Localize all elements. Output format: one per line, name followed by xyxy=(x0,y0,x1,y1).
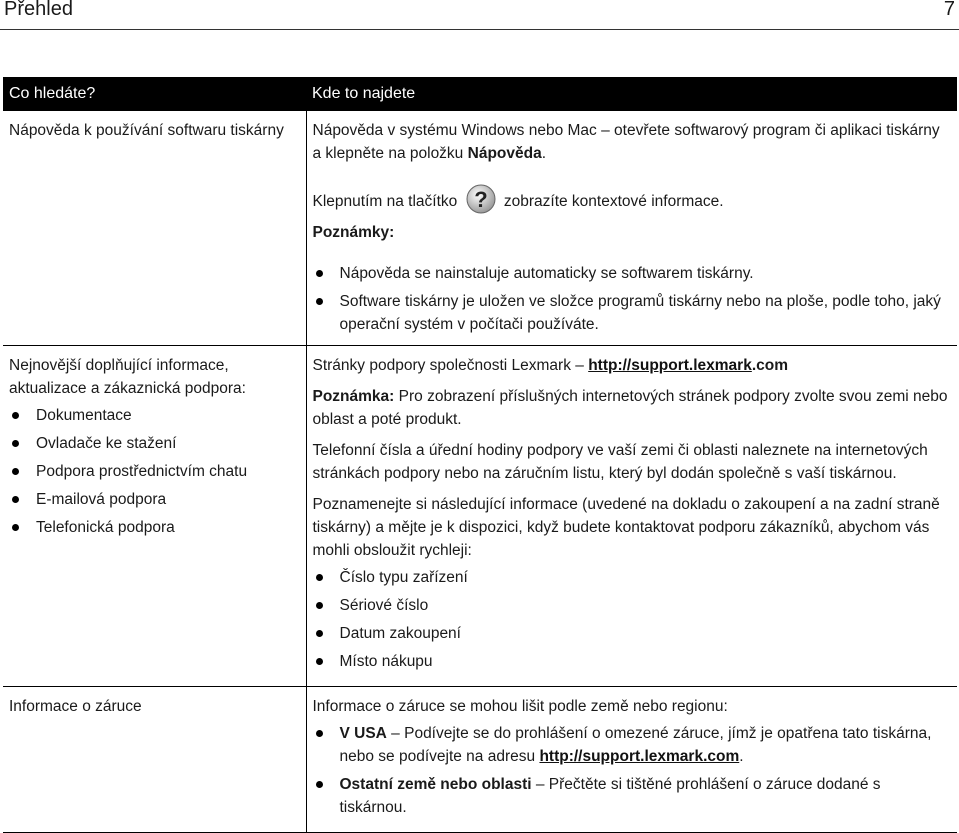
note-label: Poznámka: xyxy=(312,388,395,405)
svg-text:?: ? xyxy=(473,187,488,212)
support-site-line: Stránky podpory společnosti Lexmark – http://support.lexmark.com xyxy=(312,357,789,374)
warranty-link[interactable]: http://support.lexmark.com xyxy=(539,748,740,765)
list-item: Software tiskárny je uložen ve složce programů tiskárny nebo na ploše, podle toho, jaký operační systém v počítači používáte. xyxy=(313,290,950,336)
help-menu-name: Nápověda xyxy=(467,145,542,162)
page-header xyxy=(0,0,959,22)
list-item: Číslo typu zařízení xyxy=(313,566,950,589)
table-row xyxy=(3,687,957,833)
table-row xyxy=(3,346,957,687)
phone-info: Telefonní čísla a úřední hodiny podpory ve vaší zemi či oblasti naleznete na internetových stránkách podpory nebo na záručním listu, který byl dodán společně s vaší tiskárnou. xyxy=(312,442,928,482)
list-item: Dokumentace xyxy=(9,404,298,427)
list-item: Ostatní země nebo oblasti – Přečtěte si tištěné prohlášení o záruce dodané s tiskárnou. xyxy=(313,773,950,819)
question-mark-icon xyxy=(466,184,496,214)
warranty-list xyxy=(313,722,950,819)
page-title: Přehled xyxy=(4,0,73,20)
row-warranty-label: Informace o záruce xyxy=(3,687,306,833)
info-table xyxy=(3,77,957,833)
notes-label: Poznámky: xyxy=(312,224,395,241)
row-help-content xyxy=(306,111,957,346)
help-button-line: Klepnutím na tlačítko ? zobrazíte kontextové informace. xyxy=(313,187,950,217)
page-number: 7 xyxy=(943,0,955,20)
support-topics-list xyxy=(9,404,298,539)
row-warranty-content xyxy=(306,687,957,833)
column-header-what: Co hledáte? xyxy=(3,77,306,111)
table-row xyxy=(3,111,957,346)
list-item: Telefonická podpora xyxy=(9,516,298,539)
header-divider xyxy=(0,29,959,30)
list-item: E-mailová podpora xyxy=(9,488,298,511)
row-support-content xyxy=(306,346,957,687)
row-support-label: Nejnovější doplňující informace, aktualizace a zákaznická podpora: Dokumentace Ovladače ke stažení Podpora prostřednictvím chatu E-mailová podpora Telefonická podpora xyxy=(3,346,306,687)
table-header-row xyxy=(3,77,957,111)
support-link[interactable]: http://support.lexmark xyxy=(588,357,752,374)
support-note: Poznámka: Pro zobrazení příslušných internetových stránek podpory zvolte svou zemi nebo oblast a poté produkt. xyxy=(312,388,948,428)
list-item: Nápověda se nainstaluje automaticky se softwarem tiskárny. xyxy=(313,262,950,285)
list-item: Datum zakoupení xyxy=(313,622,950,645)
record-items-list xyxy=(313,566,950,673)
list-item: Ovladače ke stažení xyxy=(9,432,298,455)
help-intro: Nápověda v systému Windows nebo Mac – otevřete softwarový program či aplikaci tiskárny a klepněte na položku Nápověda. xyxy=(312,122,940,162)
list-item: V USA – Podívejte se do prohlášení o omezené záruce, jímž je opatřena tato tiskárna, nebo se podívejte na adresu http://support.lexmark.com. xyxy=(313,722,950,768)
list-item: Podpora prostřednictvím chatu xyxy=(9,460,298,483)
warranty-intro: Informace o záruce se mohou lišit podle země nebo regionu: xyxy=(312,698,728,715)
notes-list xyxy=(313,262,950,336)
list-item: Sériové číslo xyxy=(313,594,950,617)
list-item: Místo nákupu xyxy=(313,650,950,673)
row-help-label: Nápověda k používání softwaru tiskárny xyxy=(3,111,306,346)
record-info: Poznamenejte si následující informace (uvedené na dokladu o zakoupení a na zadní straně tiskárny) a mějte je k dispozici, když budete kontaktovat podporu zákazníků, abychom vás mohli obsloužit rychleji: xyxy=(312,496,940,559)
column-header-where: Kde to najdete xyxy=(306,77,957,111)
